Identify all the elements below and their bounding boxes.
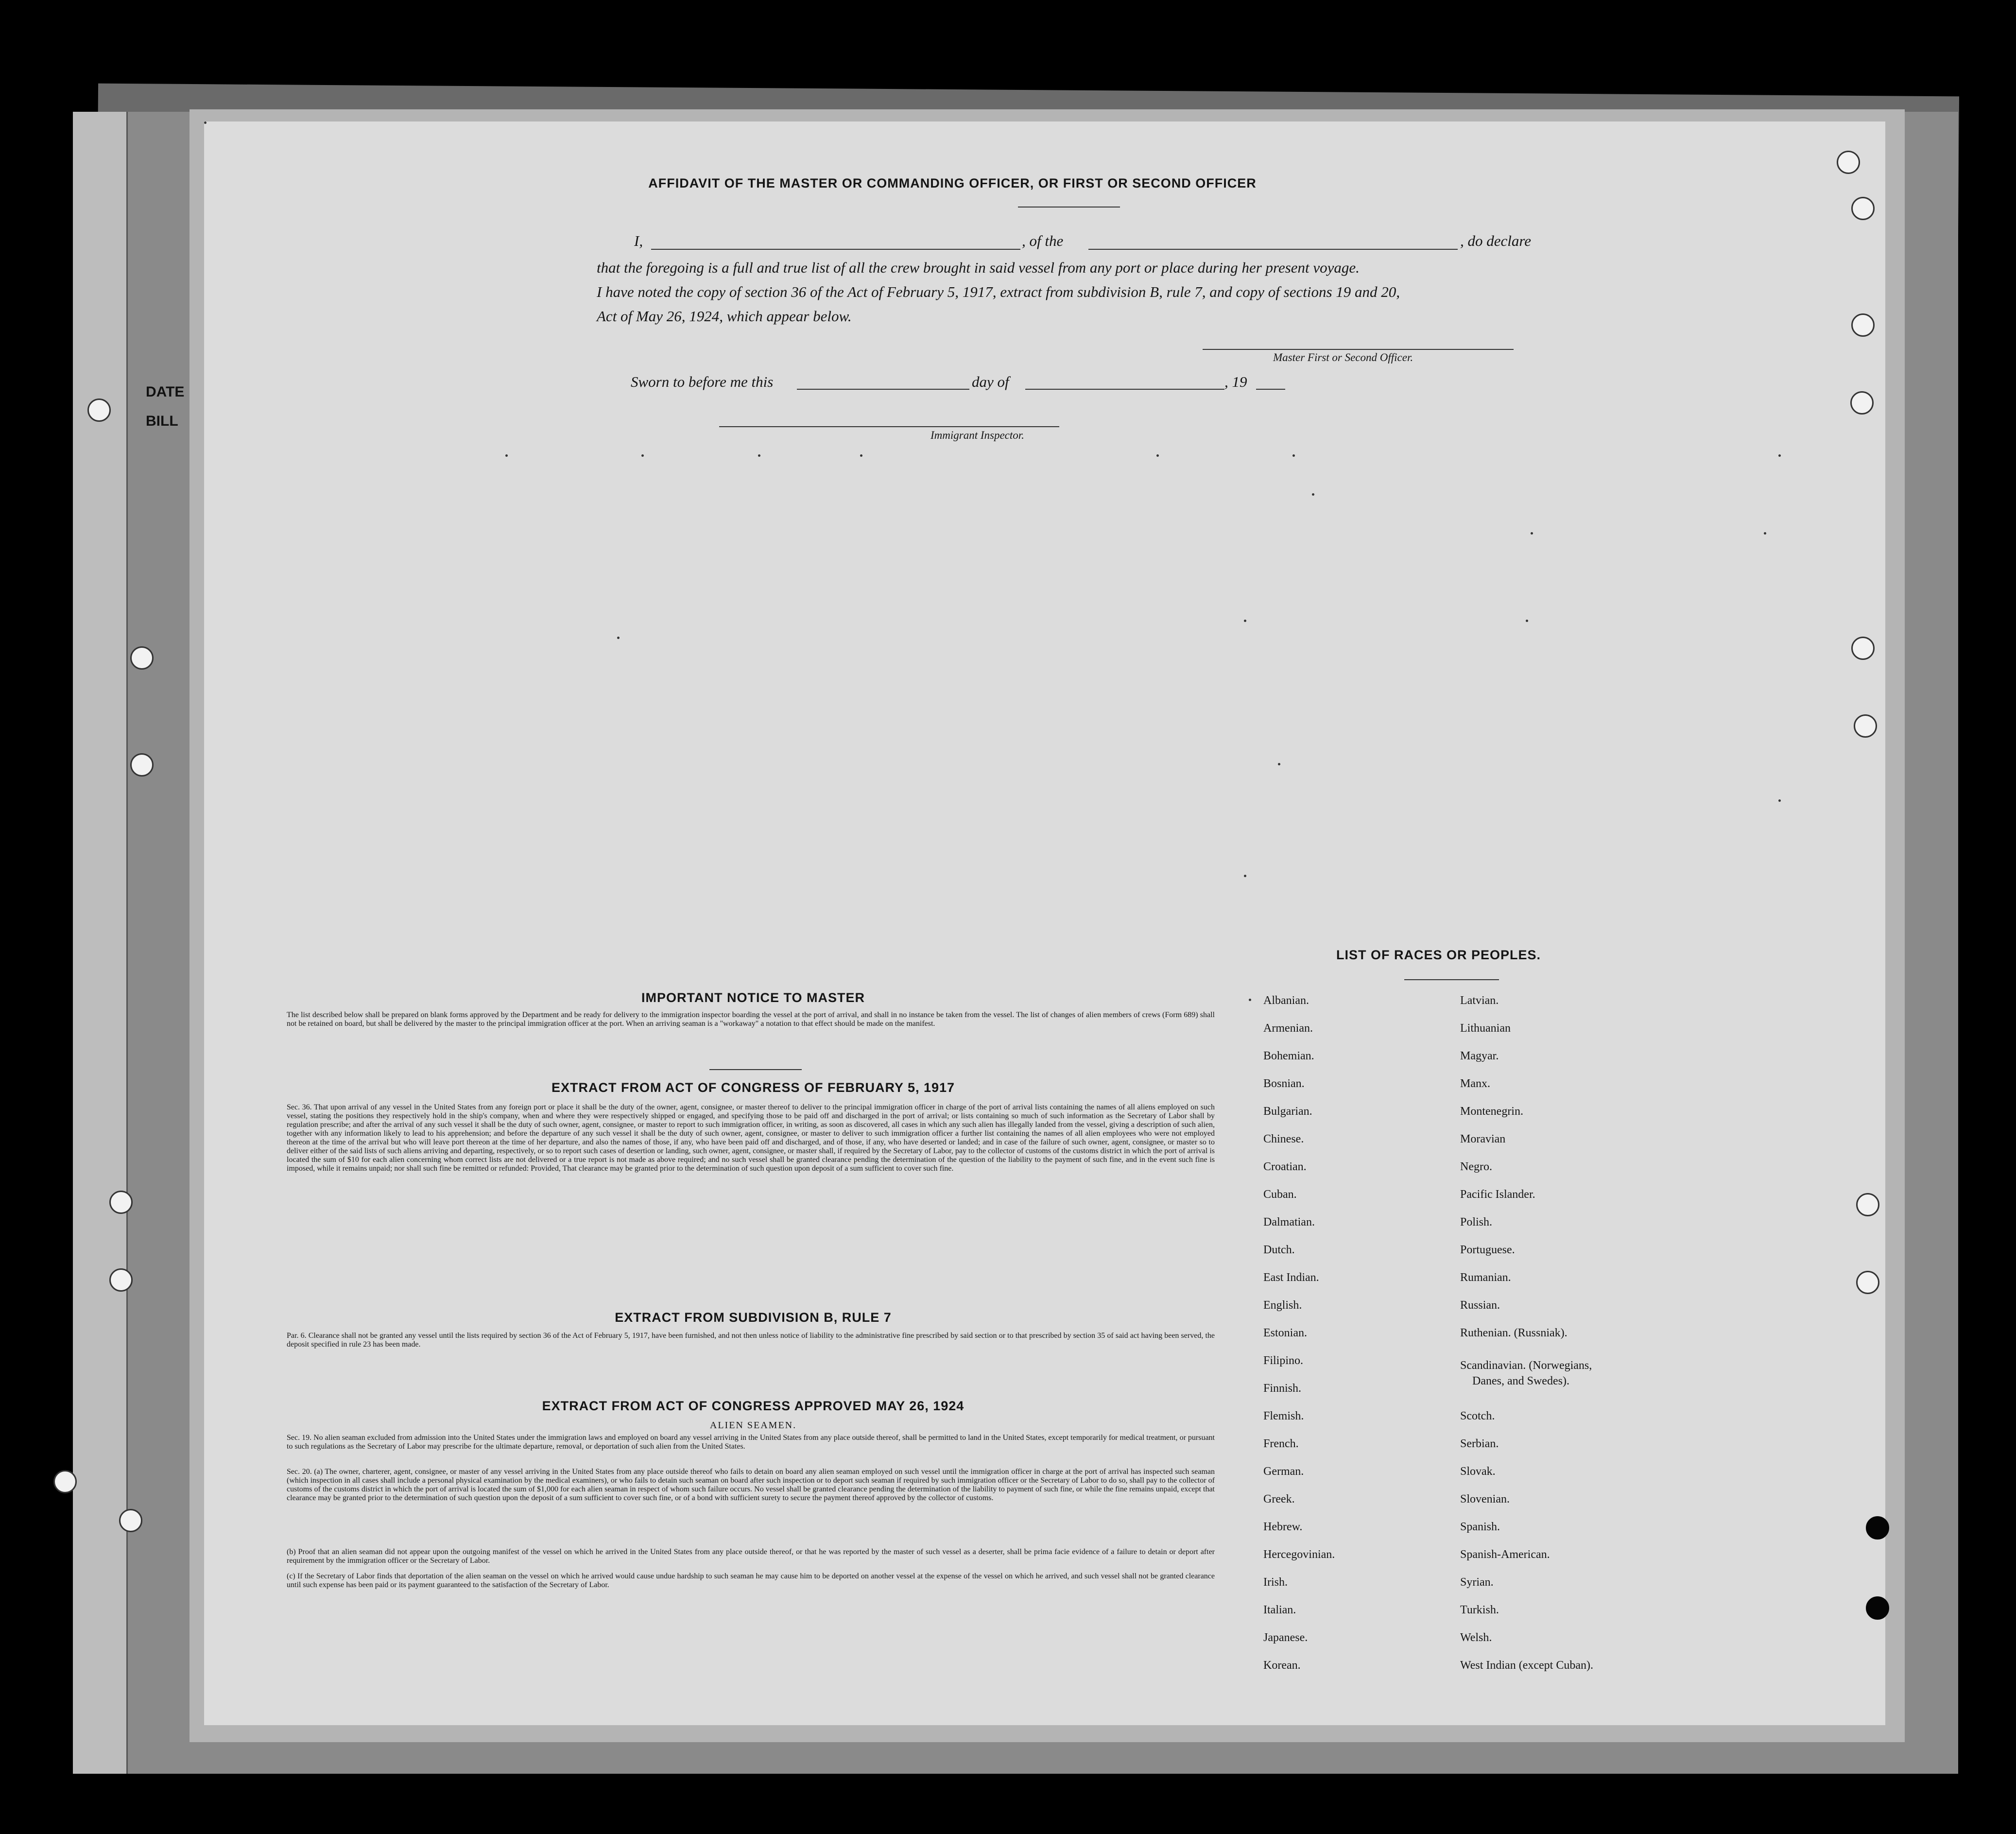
affidavit-line-2: that the foregoing is a full and true list of all the crew brought in said vessel from any port or place during her present voyage. [597, 259, 1360, 276]
extract-1917-body: Sec. 36. That upon arrival of any vessel in the United States from any foreign port or place it shall be the duty of the owner, agent, consignee, or master thereof to deliver to the principal immigration officer in charge of the port of arrival lists containing the names of all aliens employed on such vessel, stating the positions they respectively hold in the ship's company, when and where they were respectively shipped or engaged, and specifying those to be paid off and discharged in the port of arrival; or lists containing so much of such information as the Secretary of Labor shall by regulation prescribe; and after the arrival of any such vessel it shall be the duty of such owner, agent, consignee, or master to report to such immigration officer, in writing, as soon as discovered, all cases in which any such alien has illegally landed from the vessel, giving a description of such alien, together with any information likely to lead to his apprehension; and before the departure of any such vessel it shall be the duty of such owner, agent, consignee, or master to deliver to such immigration officer a further list containing the names of all alien employees who were not employed thereon at the time of the arrival but who will leave port thereon at the time of her departure, and also the names of those, if any, who have been paid off and discharged, and of those, if any, who have deserted or landed; and in case of the failure of such owner, agent, consignee, or master so to deliver either of the said lists of such aliens arriving and departing, respectively, or so to report such cases of desertion or landing, such owner, agent, consignee, or master shall, if required by the Secretary of Labor, pay to the collector of customs of the customs district in which the port of arrival is located the sum of $10 for each alien concerning whom correct lists are not delivered or a true report is not made as above required; and no such vessel shall be granted clearance pending the determination of the question of the liability to the payment of such fine, and in the event such fine is imposed, while it remains unpaid; nor shall such fine be remitted or refunded: Provided, That clearance may be granted prior to the determination of such question upon deposit of a sum sufficient to cover such fine. [287, 1103, 1215, 1173]
race-item: Serbian. [1460, 1437, 1499, 1450]
sworn-text: Sworn to before me this [631, 373, 774, 390]
race-item: Greek. [1263, 1493, 1295, 1505]
race-item: Welsh. [1460, 1631, 1492, 1644]
race-item: Bosnian. [1263, 1077, 1305, 1090]
binder-hole [1866, 1516, 1889, 1540]
binder-hole [87, 398, 111, 422]
sworn-day-blank[interactable] [797, 389, 969, 390]
race-item: Bohemian. [1263, 1050, 1314, 1062]
speck [204, 121, 207, 124]
inspector-label: Immigrant Inspector. [930, 429, 1024, 441]
race-item: Manx. [1460, 1077, 1490, 1090]
divider [709, 1069, 802, 1070]
extract-1924-subtitle: ALIEN SEAMEN. [709, 1420, 797, 1431]
race-item: Armenian. [1263, 1022, 1313, 1035]
sec20a-text: Sec. 20. (a) The owner, charterer, agent, consignee, or master of any vessel arriving in the United States from any place outside thereof who fails to detain on board any alien seaman employed on such vessel until the immigration officer in charge at the port of arrival has inspected such seaman (which inspection in all cases shall include a personal physical examination by the medical examiners), or who fails to detain such seaman on board after such inspection or to deport such seaman if required by such immigration officer or the Secretary of Labor to do so, shall pay to the collector of customs of the customs district in which the port of arrival is located the sum of $1,000 for each alien seaman in respect of whom such failure occurs. No vessel shall be granted clearance pending the determination of the liability to payment of such fine, or while the fine remains unpaid, except that clearance may be granted prior to the determination of such question upon the deposit of a sum sufficient to cover such fine, or of a bond with sufficient surety to secure the payment thereof approved by the collector of customs. [287, 1468, 1215, 1502]
binder-hole [130, 646, 154, 670]
sworn-year-blank[interactable] [1256, 389, 1285, 390]
race-item: Polish. [1460, 1216, 1493, 1228]
stub-bill-label: BILL [146, 413, 178, 429]
race-item: Hercegovinian. [1263, 1548, 1335, 1561]
race-item: Latvian. [1460, 994, 1499, 1007]
affidavit-line-4: Act of May 26, 1924, which appear below. [597, 308, 852, 325]
race-item: Albanian. [1263, 994, 1309, 1007]
binder-hole [1854, 714, 1877, 738]
race-item: Cuban. [1263, 1188, 1297, 1201]
race-item: Montenegrin. [1460, 1105, 1523, 1118]
affidavit-line-3: I have noted the copy of section 36 of the Act of February 5, 1917, extract from subdivision B, rule 7, and copy of sections 19 and 20, [597, 283, 1400, 300]
speck [1156, 454, 1159, 457]
signature-label: Master First or Second Officer. [1273, 351, 1413, 363]
vessel-blank[interactable] [1088, 249, 1458, 250]
race-item: Negro. [1460, 1160, 1492, 1173]
name-blank[interactable] [651, 249, 1020, 250]
binder-hole [119, 1509, 142, 1532]
binder-hole [1856, 1271, 1879, 1294]
race-item: French. [1263, 1437, 1299, 1450]
extract-1924-title: EXTRACT FROM ACT OF CONGRESS APPROVED MAY 26, 1924 [542, 1399, 965, 1413]
speck [1526, 620, 1528, 622]
race-item: Lithuanian [1460, 1022, 1511, 1035]
race-item: Pacific Islander. [1460, 1188, 1535, 1201]
sec19-text: Sec. 19. No alien seaman excluded from admission into the United States under the immigration laws and employed on board any vessel arriving in the United States from any place outside thereof, shall be permitted to land in the United States, except temporarily for medical treatment, or pursuant to such regulations as the Secretary of Labor may prescribe for the ultimate departure, removal, or deportation of such alien from the United States. [287, 1434, 1215, 1451]
binder-hole [109, 1268, 133, 1292]
race-item: Spanish. [1460, 1521, 1500, 1533]
stub-date-label: DATE [146, 384, 185, 400]
speck [1244, 875, 1246, 877]
race-item: Dalmatian. [1263, 1216, 1315, 1228]
speck [1278, 763, 1280, 765]
affidavit-of-the: , of the [1022, 232, 1064, 249]
sworn-month-blank[interactable] [1025, 389, 1224, 390]
affidavit-title: AFFIDAVIT OF THE MASTER OR COMMANDING OFFICER, OR FIRST OR SECOND OFFICER [648, 176, 1257, 190]
races-title: LIST OF RACES OR PEOPLES. [1336, 948, 1541, 962]
binder-hole [1851, 637, 1875, 660]
sworn-year-label: , 19 [1224, 373, 1247, 390]
binder-hole [1850, 391, 1874, 415]
notice-body: The list described below shall be prepared on blank forms approved by the Department and be ready for delivery to the immigration inspector boarding the vessel at the port of arrival, and shall in no instance be taken from the vessel. The list of changes of alien members of crews (Form 689) shall not be retained on board, but shall be delivered by the master to the principal immigration officer at the port. When an arriving seaman is a "workaway" a notation to that effect should be made on the manifest. [287, 1011, 1215, 1028]
speck [1292, 454, 1295, 457]
race-item: Dutch. [1263, 1244, 1295, 1256]
race-item: Flemish. [1263, 1410, 1304, 1422]
race-item: Ruthenian. (Russniak). [1460, 1327, 1568, 1339]
race-item: German. [1263, 1465, 1304, 1478]
race-item: Magyar. [1460, 1050, 1499, 1062]
race-item: Estonian. [1263, 1327, 1307, 1339]
speck [758, 454, 760, 457]
race-item: Moravian [1460, 1133, 1506, 1145]
race-item: Slovak. [1460, 1465, 1496, 1478]
speck [1244, 620, 1246, 622]
race-item: Spanish-American. [1460, 1548, 1550, 1561]
extract-1917-title: EXTRACT FROM ACT OF CONGRESS OF FEBRUARY 5, 1917 [551, 1080, 955, 1095]
race-item: East Indian. [1263, 1271, 1319, 1284]
race-item: Chinese. [1263, 1133, 1304, 1145]
race-item: Turkish. [1460, 1604, 1499, 1616]
race-item: English. [1263, 1299, 1302, 1312]
race-item: Finnish. [1263, 1382, 1302, 1395]
speck [1778, 454, 1781, 457]
race-item: West Indian (except Cuban). [1460, 1659, 1593, 1672]
race-item: Korean. [1263, 1659, 1301, 1672]
inspector-line[interactable] [719, 426, 1059, 427]
sec20b-text: (b) Proof that an alien seaman did not appear upon the outgoing manifest of the vessel on which he arrived in the United States from any place outside thereof, or that he was reported by the master of such vessel as a deserter, shall be prima facie evidence of a failure to detain or deport after requirement by the immigration officer or the Secretary of Labor. [287, 1548, 1215, 1565]
race-item: Syrian. [1460, 1576, 1494, 1589]
binder-hole [1856, 1193, 1879, 1216]
binder-hole [130, 753, 154, 777]
sec20c-text: (c) If the Secretary of Labor finds that deportation of the alien seaman on the vessel on which he arrived would cause undue hardship to such seaman he may cause him to be deported on another vessel at the expense of the vessel on which he arrived, and such vessel shall not be granted clearance until such expense has been paid or its payment guaranteed to the satisfaction of the Secretary of Labor. [287, 1572, 1215, 1589]
speck [1764, 532, 1766, 535]
binder-hole [1851, 197, 1875, 220]
race-item: Hebrew. [1263, 1521, 1303, 1533]
speck [1778, 799, 1781, 802]
divider [1404, 979, 1499, 980]
binder-hole [1837, 151, 1860, 174]
race-item: Italian. [1263, 1604, 1296, 1616]
divider [1018, 207, 1120, 208]
speck [1312, 493, 1314, 496]
speck [641, 454, 644, 457]
sworn-day-label: day of [972, 373, 1009, 390]
race-item: Croatian. [1263, 1160, 1307, 1173]
race-item: Russian. [1460, 1299, 1500, 1312]
speck [1531, 532, 1533, 535]
race-item: Rumanian. [1460, 1271, 1511, 1284]
extract-rule7-body: Par. 6. Clearance shall not be granted any vessel until the lists required by section 36 of the Act of February 5, 1917, have been furnished, and not then unless notice of liability to the administrative fine prescribed by said section or to that prescribed by section 35 of said act having been served, the deposit specified in rule 23 has been made. [287, 1332, 1215, 1349]
race-item: Danes, and Swedes). [1472, 1375, 1569, 1387]
binder-hole [1866, 1596, 1889, 1620]
affidavit-i: I, [634, 232, 643, 249]
race-item: Portuguese. [1460, 1244, 1515, 1256]
race-item: Scotch. [1460, 1410, 1495, 1422]
race-item: Filipino. [1263, 1354, 1304, 1367]
manifest-page [204, 121, 1885, 1725]
notice-title: IMPORTANT NOTICE TO MASTER [641, 990, 865, 1005]
race-item: Slovenian. [1460, 1493, 1510, 1505]
signature-line[interactable] [1203, 349, 1514, 350]
race-item: Japanese. [1263, 1631, 1308, 1644]
speck [1249, 999, 1251, 1001]
speck [505, 454, 508, 457]
race-item: Irish. [1263, 1576, 1288, 1589]
binder-hole [53, 1470, 77, 1493]
speck [860, 454, 862, 457]
speck [617, 637, 620, 639]
affidavit-declare: , do declare [1460, 232, 1532, 249]
race-item: Scandinavian. (Norwegians, [1460, 1359, 1592, 1372]
binder-hole [1851, 313, 1875, 337]
race-item: Bulgarian. [1263, 1105, 1312, 1118]
binder-hole [109, 1191, 133, 1214]
extract-rule7-title: EXTRACT FROM SUBDIVISION B, RULE 7 [615, 1310, 892, 1325]
